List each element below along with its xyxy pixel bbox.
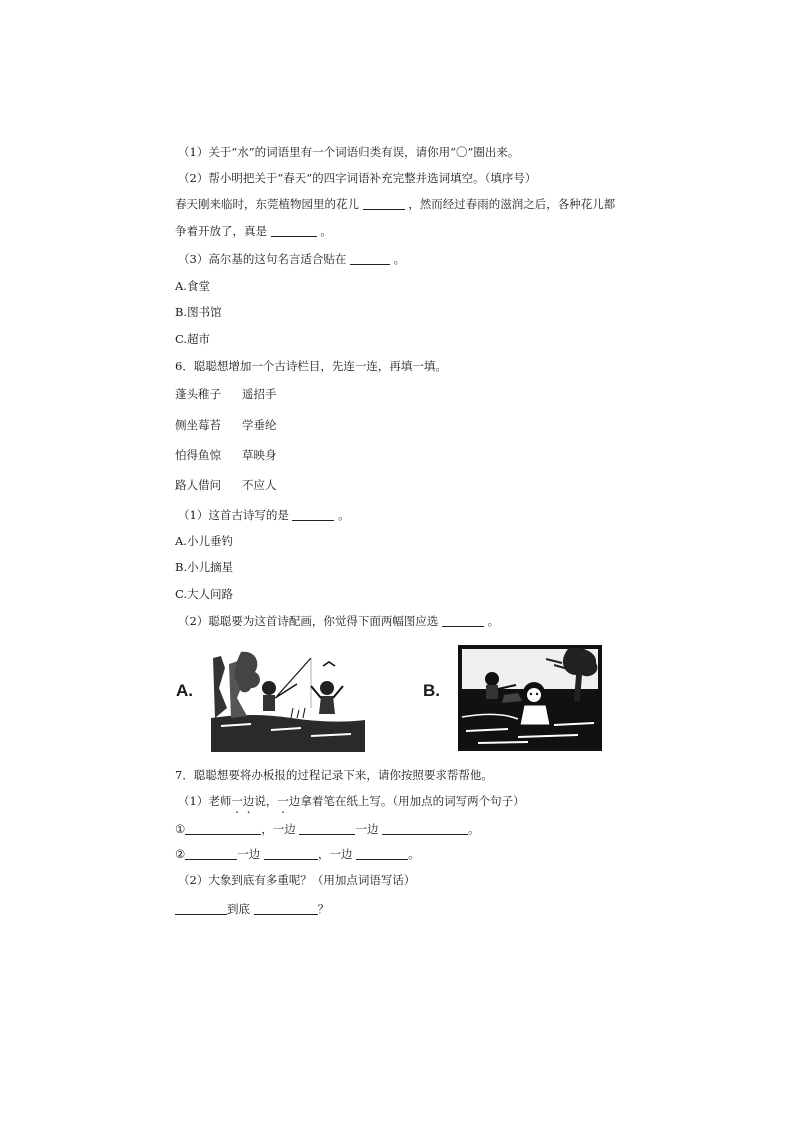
q5-sentence2 [175, 223, 332, 239]
q7-answer-line-3 [175, 901, 329, 917]
blank-really[interactable] [271, 224, 317, 237]
q7-sub1-teacher: （1）老师 [178, 794, 232, 808]
sub3-text-a: （3）高尔基的这句名言适合贴在 [178, 252, 347, 266]
poem-right-4[interactable]: 不应人 [242, 478, 277, 492]
sentence2-text-b: 。 [320, 224, 332, 238]
circled-two: ② [175, 847, 186, 861]
picture-a-children-fishing[interactable] [211, 648, 365, 752]
blank-s1-c[interactable] [382, 822, 468, 835]
poem-right-2[interactable]: 学垂纶 [242, 418, 277, 432]
blank-flowers[interactable] [363, 197, 405, 210]
q5-sub2: （2）帮小明把关于“春天”的四字词语补充完整并选词填空。（填序号） [178, 171, 537, 185]
poem-right-1[interactable]: 遥招手 [242, 387, 277, 401]
q5-sub1: （1）关于“水”的词语里有一个词语归类有误，请你用“〇”圈出来。 [178, 145, 520, 159]
q7-sub1-say: 说， [254, 794, 278, 808]
q5-sub3 [178, 251, 405, 267]
q6-sub2 [178, 613, 499, 629]
poem-left-4[interactable]: 路人借问 [175, 478, 221, 492]
q6-title: 6．聪聪想增加一个古诗栏目，先连一连，再填一填。 [175, 359, 447, 373]
q7-sub1-rest: 边拿着笔在纸上写。（用加点的词写两个句子） [288, 794, 525, 808]
q6-option-a[interactable]: A.小儿垂钓 [175, 534, 233, 548]
option-b[interactable]: B.图书馆 [175, 305, 222, 319]
option-c[interactable]: C.超市 [175, 332, 211, 346]
yibian-3: 一边 [237, 847, 261, 861]
blank-s2-c[interactable] [356, 847, 408, 860]
sentence1-text-a: 春天刚来临时，东莞植物园里的花儿 [175, 197, 359, 211]
picture-b-label: B. [423, 681, 440, 700]
picture-a-label: A. [176, 681, 193, 700]
blank-s3-b[interactable] [254, 902, 318, 915]
blank-s2-b[interactable] [264, 847, 318, 860]
q7-answer-line-2 [175, 846, 420, 862]
poem-right-3[interactable]: 草映身 [242, 448, 277, 462]
blank-picture[interactable] [442, 614, 484, 627]
option-a[interactable]: A.食堂 [175, 279, 210, 293]
sentence2-text-a: 争着开放了，真是 [175, 224, 267, 238]
yibian-1: 一边 [272, 822, 296, 836]
blank-s1-a[interactable] [185, 822, 261, 835]
picture-b-child-by-river[interactable] [458, 645, 602, 751]
q6-option-c[interactable]: C.大人问路 [175, 587, 234, 601]
poem-left-1[interactable]: 蓬头稚子 [175, 387, 221, 401]
q6-sub1-text-b: 。 [338, 508, 350, 522]
q6-option-b[interactable]: B.小儿摘星 [175, 560, 234, 574]
dotted-bian-1: 边 [242, 794, 255, 808]
yibian-4: 一边 [329, 847, 353, 861]
q6-sub2-text-b: 。 [487, 614, 500, 628]
comma-1: ， [261, 822, 273, 836]
period-2: 。 [408, 847, 420, 861]
q7-answer-line-1 [175, 821, 480, 837]
dotted-yi-1: 一 [231, 794, 243, 808]
q7-sub1 [178, 793, 525, 809]
yibian-2: 一边 [355, 822, 379, 836]
q6-sub1-text-a: （1）这首古诗写的是 [178, 508, 289, 522]
q5-sentence1 [175, 196, 615, 212]
blank-place[interactable] [350, 252, 390, 265]
blank-s3-a[interactable] [175, 902, 227, 915]
dotted-yi-2: 一 [277, 794, 289, 808]
blank-s2-a[interactable] [185, 847, 237, 860]
daodi: 到底 [227, 902, 250, 916]
comma-2: ， [317, 847, 330, 861]
q6-sub1 [178, 507, 350, 523]
q7-title: 7．聪聪想要将办板报的过程记录下来，请你按照要求帮帮他。 [175, 768, 493, 782]
poem-left-3[interactable]: 怕得鱼惊 [175, 448, 221, 462]
q7-sub2: （2）大象到底有多重呢？（用加点词语写话） [178, 873, 416, 887]
sentence1-text-b: ，然而经过春雨的滋润之后，各种花儿都 [408, 197, 616, 211]
q6-sub2-text-a: （2）聪聪要为这首诗配画，你觉得下面两幅图应选 [178, 614, 439, 628]
question-mark: ？ [317, 902, 330, 916]
blank-s1-b[interactable] [299, 822, 355, 835]
blank-poem-topic[interactable] [292, 508, 334, 521]
poem-left-2[interactable]: 侧坐莓苔 [175, 418, 221, 432]
sub3-text-b: 。 [393, 252, 406, 266]
period-1: 。 [468, 822, 480, 836]
circled-one: ① [175, 822, 186, 836]
